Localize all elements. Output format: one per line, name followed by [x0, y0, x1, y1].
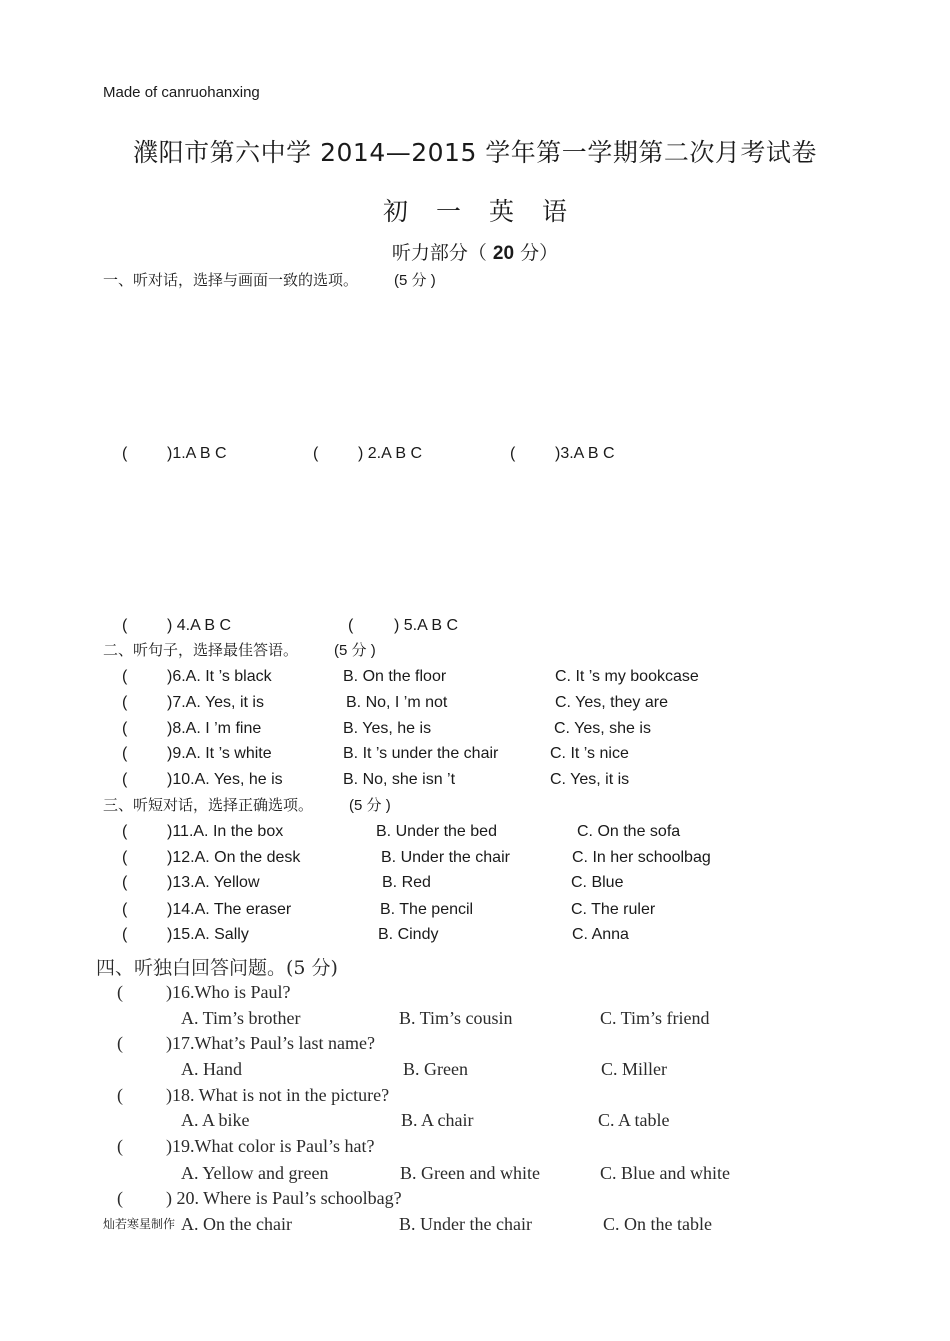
- option-b: B. Red: [382, 874, 431, 891]
- option-c: C. Yes, she is: [554, 720, 651, 737]
- section2-title: [103, 639, 376, 660]
- answer-blank: (: [122, 445, 128, 462]
- question-4: ) 4.A B C: [167, 617, 232, 634]
- subject-char: 英: [489, 197, 515, 226]
- answer-blank: (: [122, 745, 128, 762]
- question-2: ) 2.A B C: [358, 445, 423, 462]
- option-b: B. Tim’s cousin: [399, 1008, 513, 1028]
- option-c: C. On the table: [603, 1214, 712, 1234]
- option-c: C. Yes, they are: [555, 694, 668, 711]
- option-a: A. A bike: [181, 1110, 250, 1130]
- answer-blank: (: [117, 1188, 123, 1208]
- section1-title: [103, 269, 436, 290]
- section2-title-text: 二、听句子，选择最佳答语。: [103, 641, 299, 659]
- subject-char: 初: [382, 197, 408, 226]
- option-c: C. Blue and white: [600, 1163, 730, 1183]
- question-7: )7.A. Yes, it is: [167, 694, 264, 711]
- question-6: )6.A. It ’s black: [167, 668, 272, 685]
- listening-part-heading: [0, 238, 950, 265]
- question-17: )17.What’s Paul’s last name?: [166, 1033, 375, 1053]
- option-b: B. No, I ’m not: [346, 694, 448, 711]
- listening-unit: 分）: [520, 242, 559, 264]
- question-18: )18. What is not in the picture?: [166, 1085, 390, 1105]
- answer-blank: (: [348, 617, 354, 634]
- option-c: C. The ruler: [571, 901, 656, 918]
- answer-blank: (: [122, 926, 128, 943]
- answer-blank: (: [122, 823, 128, 840]
- option-b: B. It ’s under the chair: [343, 745, 499, 762]
- option-b: B. Green: [403, 1059, 468, 1079]
- option-c: C. Blue: [571, 874, 624, 891]
- option-c: C. Tim’s friend: [600, 1008, 710, 1028]
- question-13: )13.A. Yellow: [167, 874, 260, 891]
- answer-blank: (: [122, 874, 128, 891]
- option-c: C. It ’s nice: [550, 745, 629, 762]
- option-b: B. Yes, he is: [343, 720, 432, 737]
- option-b: B. On the floor: [343, 668, 447, 685]
- option-c: C. In her schoolbag: [572, 849, 711, 866]
- option-a: A. Hand: [181, 1059, 242, 1079]
- option-c: C. On the sofa: [577, 823, 681, 840]
- answer-blank: (: [122, 771, 128, 788]
- question-20: ) 20. Where is Paul’s schoolbag?: [166, 1188, 402, 1208]
- section1-title-text: 一、听对话，选择与画面一致的选项。: [103, 271, 359, 289]
- answer-blank: (: [117, 982, 123, 1002]
- question-1: )1.A B C: [167, 445, 227, 462]
- exam-subject: [0, 192, 950, 228]
- answer-blank: (: [117, 1033, 123, 1053]
- question-8: )8.A. I ’m fine: [167, 720, 262, 737]
- question-19: )19.What color is Paul’s hat?: [166, 1136, 375, 1156]
- option-b: B. Green and white: [400, 1163, 540, 1183]
- listening-label: 听力部分（: [391, 242, 487, 264]
- answer-blank: (: [122, 617, 128, 634]
- option-b: B. Cindy: [378, 926, 439, 943]
- answer-blank: (: [122, 694, 128, 711]
- question-10: )10.A. Yes, he is: [167, 771, 283, 788]
- question-12: )12.A. On the desk: [167, 849, 301, 866]
- option-c: C. A table: [598, 1110, 670, 1130]
- section3-title-text: 三、听短对话，选择正确选项。: [103, 796, 314, 814]
- subject-char: 一: [435, 197, 461, 226]
- question-16: )16.Who is Paul?: [166, 982, 291, 1002]
- section3-title: [103, 794, 391, 815]
- header-note: Made of canruohanxing: [103, 84, 260, 101]
- option-a: A. Yellow and green: [181, 1163, 329, 1183]
- answer-blank: (: [122, 720, 128, 737]
- answer-blank: (: [117, 1136, 123, 1156]
- option-b: B. Under the bed: [376, 823, 497, 840]
- answer-blank: (: [122, 668, 128, 685]
- answer-blank: (: [117, 1085, 123, 1105]
- option-b: B. No, she isn ’t: [343, 771, 456, 788]
- question-3: )3.A B C: [555, 445, 615, 462]
- exam-title: 濮阳市第六中学 2014—2015 学年第一学期第二次月考试卷: [133, 138, 817, 167]
- question-5: ) 5.A B C: [394, 617, 459, 634]
- option-b: B. Under the chair: [399, 1214, 532, 1234]
- listening-score: 20: [492, 243, 515, 264]
- section2-points: (5 分 ): [334, 642, 376, 659]
- footer-credit: 灿若寒星制作: [103, 1217, 176, 1231]
- section1-points: (5 分 ): [394, 272, 436, 289]
- option-c: C. It ’s my bookcase: [555, 668, 699, 685]
- subject-char: 语: [542, 197, 568, 226]
- option-c: C. Yes, it is: [550, 771, 630, 788]
- answer-blank: (: [122, 901, 128, 918]
- question-14: )14.A. The eraser: [167, 901, 292, 918]
- option-b: B. A chair: [401, 1110, 474, 1130]
- option-c: C. Miller: [601, 1059, 667, 1079]
- option-c: C. Anna: [572, 926, 629, 943]
- question-15: )15.A. Sally: [167, 926, 249, 943]
- section4-title: 四、听独白回答问题。(5 分): [96, 957, 338, 979]
- answer-blank: (: [122, 849, 128, 866]
- question-11: )11.A. In the box: [167, 823, 284, 840]
- option-b: B. The pencil: [380, 901, 474, 918]
- question-9: )9.A. It ’s white: [167, 745, 272, 762]
- answer-blank: (: [510, 445, 516, 462]
- option-a: A. On the chair: [181, 1214, 292, 1234]
- answer-blank: (: [313, 445, 319, 462]
- option-b: B. Under the chair: [381, 849, 510, 866]
- option-a: A. Tim’s brother: [181, 1008, 301, 1028]
- section3-points: (5 分 ): [349, 797, 391, 814]
